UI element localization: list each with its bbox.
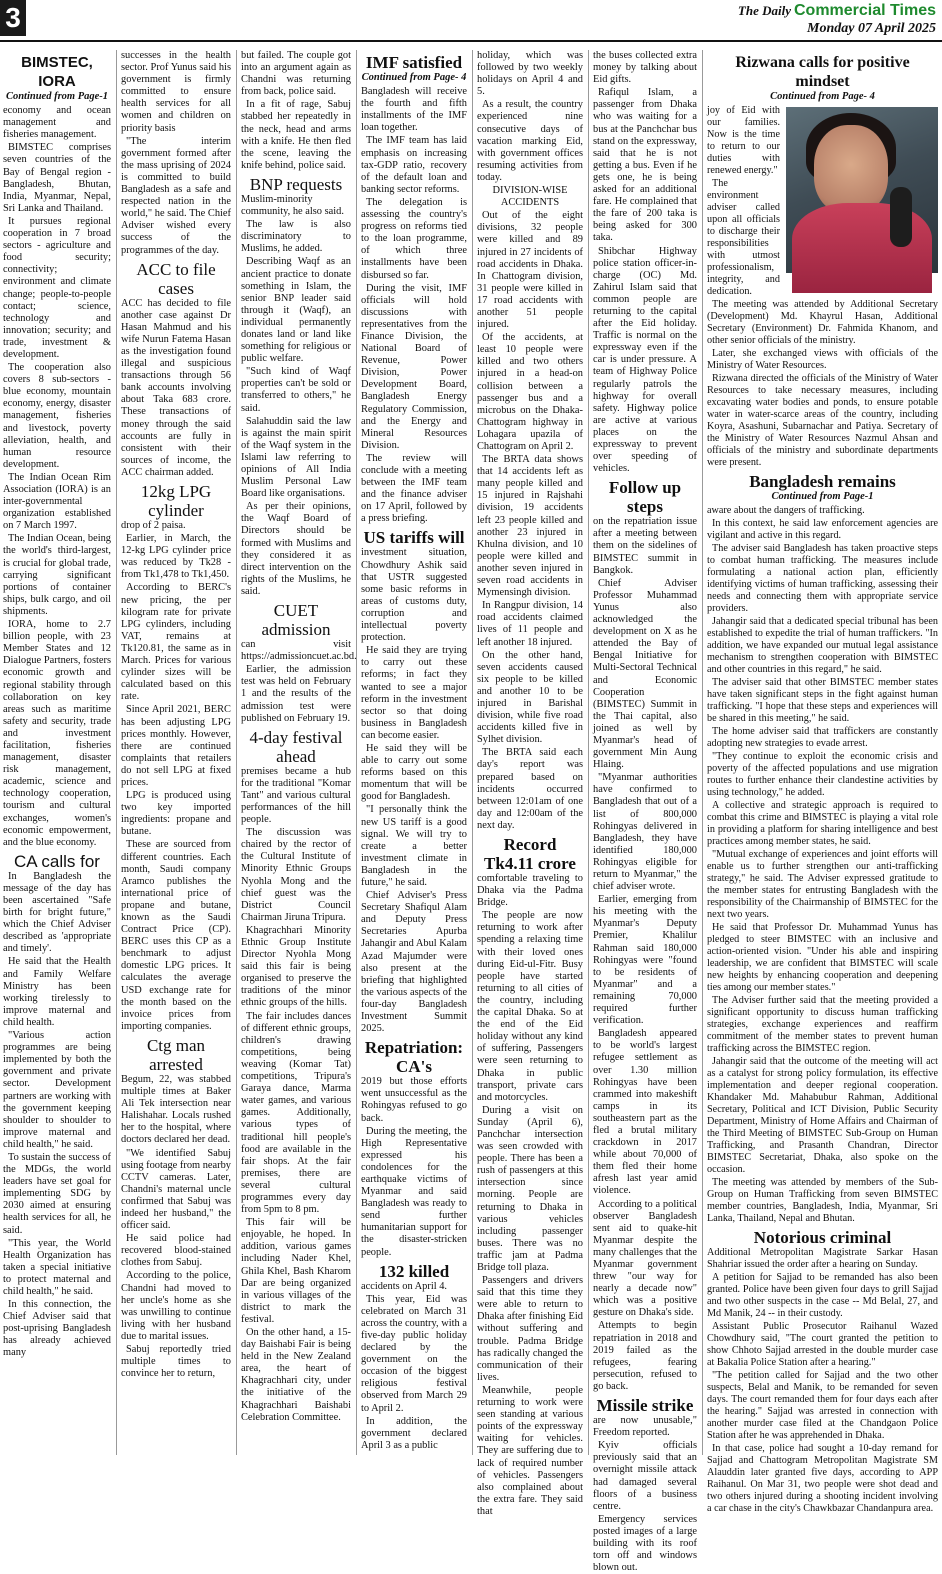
- paragraph: "Such kind of Waqf properties can't be sold or transferred to others," he said.: [241, 366, 351, 414]
- column-rule: [116, 50, 117, 1455]
- paragraph: aware about the dangers of trafficking.: [707, 505, 865, 516]
- paragraph: The discussion was chaired by the rector of the Cultural Institute of Minority Ethnic Groups Nyohla Mong and the chief guest was the District Council Chairman Jiruna Tripura.: [241, 827, 351, 923]
- paragraph: LPG is produced using two key imported ingredients: propane and butane.: [121, 790, 231, 838]
- continued-label: Continued from Page-1: [5, 91, 109, 102]
- paragraph: Passengers and drivers said that this time they were able to return to Dhaka after finishing Eid without suffering and trouble. Padma Bridge has radically changed the communication of their lives.: [477, 1275, 583, 1383]
- continued-label: Continued from Page- 4: [770, 91, 875, 102]
- paragraph: premises became a hub for the traditional "Komar Tant" and various cultural performances of the hill people.: [241, 765, 351, 826]
- paragraph: Of the accidents, at least 10 people were killed and two others injured in a head-on collision between a passenger bus and a microbus on the Dhaka-Chattogram highway in Lohagara upazila of Chattogram on April 2.: [477, 332, 583, 452]
- paragraph: Meanwhile, people returning to work were seen standing at various points of the expressway waiting for vehicles. They are suffering due to lack of required number of vehicles. Passengers also complained about the extra fare. They said that: [477, 1384, 583, 1517]
- paragraph: The Indian Ocean, being the world's third-largest, is crucial for global trade, carrying significant portions of container ships, bulk cargo, and oil shipments.: [3, 533, 111, 617]
- headline-4-day-festival: 4-day festival ahead: [249, 727, 343, 766]
- paragraph: On the other hand, a 15-day Baishabi Fair is being held in the New Zealand area, the heart of Khagrachhari city, under the initiative of the Khagrachhari Baishabi Celebration Committee.: [241, 1327, 351, 1423]
- paragraph: "The interim government formed after the mass uprising of 2024 is committed to build Bangladesh as a safe and respected nation in the world," he said. The Chief Adviser wished every success of the programmes of the day.: [121, 135, 231, 256]
- paragraph: Muslim-minority community, he also said.: [241, 193, 344, 218]
- paragraph: BIMSTEC comprises seven countries of the Bay of Bengal region - Bangladesh, Bhutan, India, Myanmar, Nepal, Sri Lanka and Thailand.: [3, 142, 111, 214]
- paragraph: Since April 2021, BERC has been adjusting LPG prices monthly. However, there are continued complaints that retailers do not sell LPG at fixed prices.: [121, 704, 231, 788]
- page-number: 3: [0, 0, 26, 36]
- paragraph: The delegation is assessing the country's progress on reforms tied to the loan programme, of which three installments have been disbursed so far.: [361, 196, 467, 281]
- paragraph: Later, she exchanged views with officials of the Ministry of Water Resources.: [707, 348, 938, 371]
- paragraph: A petition for Sajjad to be remanded has also been granted. Police have been given four days to grill Sajjad and two other suspects in the case -- Md Belal, 27, and Md Manik, 24 -- in their custody.: [707, 1272, 938, 1319]
- paragraph: ACC has decided to file another case against Dr Hasan Mahmud and his wife Nurun Fatema Hasan as the investigation found illegal and suspicious transactions through 56 bank accounts involving about Taka 683 crore. These transactions of money through the said accounts are fully in consistent with their sources of income, the ACC chairman added.: [121, 297, 231, 478]
- paragraph: Sabuj reportedly tried multiple times to convince her to return,: [121, 1344, 231, 1380]
- column-5: [477, 50, 583, 1517]
- paragraph: He said that the Health and Family Welfare Ministry has been working tirelessly to improve maternal and child health.: [3, 956, 111, 1028]
- paragraph: The home adviser said that traffickers are constantly adopting new strategies to evade arrest.: [707, 726, 938, 749]
- paragraph: Additional Metropolitan Magistrate Sarkar Hasan Shahriar issued the order after a hearing on Sunday.: [707, 1247, 938, 1270]
- paragraph: During the visit, IMF officials will hold discussions with representatives from the Finance Division, the National Board of Revenue, Power Division, Power Development Board, Bangladesh Energy Regulatory Commission, and the Energy and Mineral Resources Division.: [361, 282, 467, 451]
- paragraph: Attempts to begin repatriation in 2018 and 2019 failed as the refugees, fearing persecution, refused to go back.: [593, 1320, 697, 1392]
- paragraph: drop of 2 paisa.: [121, 520, 186, 531]
- paragraph: Jahangir said that a dedicated special tribunal has been established to expedite the trial of human traffickers. "In addition, we have expanded our mutual legal assistance mechanism to strengthen cooperation with BIMSTEC and other countries in this regard," he said.: [707, 616, 938, 675]
- headline-acc-to-file-cases: ACC to file cases: [136, 259, 216, 298]
- paragraph: The Adviser further said that the meeting provided a significant opportunity to discuss human trafficking strategies, exchange experiences and reaffirm commitment of the member states to prevent human trafficking across the BIMSTEC region.: [707, 995, 938, 1054]
- headline-bimstec-iora: BIMSTEC, IORA: [21, 54, 93, 90]
- paragraph: Bangladesh appeared to be world's largest refugee settlement as over 1.30 million Rohingyas have been crammed into makeshift camps in its southeastern part as the fled a brutal military crackdown in 2017 while about 70,000 of them fled their home afresh last year amid violence.: [593, 1028, 697, 1197]
- continued-label: Continued from Page- 4: [361, 72, 467, 83]
- column-rule: [356, 50, 357, 1455]
- headline-us-tariffs-will: US tariffs will: [363, 528, 465, 548]
- headline-rizwana-calls: Rizwana calls for positive mindset: [735, 54, 910, 90]
- paragraph: Chief Adviser Professor Muhammad Yunus also acknowledged the development on X as he attended the Bay of Bengal Initiative for Multi-Sectoral Technical and Economic Cooperation (BIMSTEC) Summit in the Thai capital, also joined as well by Myanmar's head of government Min Aung Hlaing.: [593, 577, 697, 771]
- paragraph: joy of Eid with our families. Now is the time to return to our duties with renewed energy.": [707, 105, 780, 176]
- paragraph: Earlier, emerging from his meeting with the Myanmar's Deputy Premier, Khalilur Rahman said 180,000 Rohingyas were "found to be residents of Myanmar" and a remaining 70,000 required further verification.: [593, 894, 697, 1027]
- paragraph: In addition, the government declared April 3 as a public: [361, 1415, 467, 1451]
- paragraph: "Myanmar authorities have confirmed to Bangladesh that out of a list of 800,000 Rohingyas delivered in Bangladesh, they have identified 180,000 Rohingyas eligible for return to Myanmar," the chief adviser wrote.: [593, 772, 697, 893]
- column-rule: [588, 50, 589, 1455]
- paragraph: The people are now returning to work after spending a relaxing time with their loved ones during Eid-ul-Fitr. Busy people have started returning to all cities of the country, including the capital Dhaka. So at the end of the Eid holiday without any kind of suffering, Passengers were seen returning to Dhaka in public transport, private cars and motorcycles.: [477, 910, 583, 1103]
- paragraph: comfortable traveling to Dhaka via the Padma Bridge.: [477, 873, 583, 909]
- paragraph: Chief Adviser's Press Secretary Shafiqul Alam and Deputy Press Secretaries Apurba Jahangir and Abul Kalam Azad Majumder were also present at the briefing that highlighted the various aspects of the four-day Bangladesh Investment Summit 2025.: [361, 890, 467, 1035]
- column-3: [241, 50, 357, 1455]
- paragraph: Khagrachhari Minority Ethnic Group Institute Director Nyohla Mong said this fair is being organised to preserve the traditions of the minor ethnic groups of the hills.: [241, 924, 351, 1009]
- paragraph: To sustain the success of the MDGs, the world leaders have set goal for implementing SDG by 2030 aimed at ensuring health services for all, he said.: [3, 1151, 111, 1236]
- paragraph: As a result, the country experienced nine consecutive days of vacation marking Eid, with government offices resuming activities from today.: [477, 99, 583, 183]
- paragraph: On the other hand, seven accidents caused six people to be killed and another 10 to be injured in Barishal division, while five road accidents killed five in Sylhet division.: [477, 649, 583, 746]
- subheading-division-wise: DIVISION-WISE ACCIDENTS: [492, 185, 568, 209]
- headline-lpg-cylinder: 12kg LPG cylinder: [140, 482, 212, 520]
- headline-follow-up-steps: Follow up steps: [608, 478, 682, 517]
- paragraph: According to the police, Chandni had moved to her uncle's home as she was unwilling to continue living with her husband due to marital issues.: [121, 1270, 231, 1342]
- paragraph: Describing Waqf as an ancient practice to donate something in Islam, the senior BNP leader said through it (Waqf), an individual permanently donates land or land like something for religious or public welfare.: [241, 256, 351, 365]
- column-2: [121, 50, 231, 1455]
- paragraph: Rafiqul Islam, a passenger from Dhaka who was waiting for a bus at the Panchchar bus stand on the expressway, said that he is not getting a bus. Even if he gets one, he is being asked for an additional fare. He complained that the fare of 200 taka is being asked for 300 taka.: [593, 87, 697, 244]
- paragraph: Earlier, in March, the 12-kg LPG cylinder price was reduced by Tk28 - from Tk1,478 to Tk1,450.: [121, 533, 231, 581]
- paragraph: According to BERC's new pricing, the per kilogram rate for private LPG cylinders, including VAT, remains at Tk120.81, the same as in March. Prices for various cylinder sizes will be calculated based on this rate.: [121, 582, 231, 703]
- paragraph: "Mutual exchange of experiences and joint efforts will enable us to further strengthen our anti-trafficking strategy," he said. The Adviser expressed gratitude to the member states for entrusting Bangladesh with the responsibility of the Chairmanship of BIMSTEC for the next two years.: [707, 849, 938, 920]
- paragraph: Jahangir said that the outcome of the meeting will act as a catalyst for strong policy formulation, its effective implementation and deeper regional cooperation. Khandaker Md. Mahabubur Rahman, Additional Secretary, Political and ICT Division, Public Security Department, Ministry of Home Affairs and Chairman of the Third Meeting of BIMSTEC Sub-Group on Human Trafficking, and Prasanth Chandran, Director BIMSTEC Secretariat, Dhaka, also spoke on the occasion.: [707, 1056, 938, 1175]
- paragraph: can visit https://admissioncuet.ac.bd.: [241, 639, 357, 663]
- headline-record-tk411-crore: Record Tk4.11 crore: [484, 835, 576, 873]
- issue-date: Monday 07 April 2025: [807, 21, 936, 36]
- paragraph: "This year, the World Health Organization has taken a special initiative to protect maternal and child health," he said.: [3, 1237, 111, 1297]
- paragraph: Emergency services posted images of a large building with its roof torn off and windows blown out.: [593, 1513, 697, 1574]
- rizwana-photo: [786, 107, 938, 273]
- paragraph: In a fit of rage, Sabuj stabbed her repeatedly in the neck, head and arms with a knife. He then fled the scene, leaving the knife behind, police said.: [241, 99, 351, 171]
- column-1: [3, 50, 111, 1455]
- paragraph: The adviser said that other BIMSTEC member states have taken significant steps in the fight against human trafficking. "I hope that these steps and experiences will be shared in this meeting," he said.: [707, 677, 938, 724]
- paragraph: The review will conclude with a meeting between the IMF team and the finance adviser on 17 April, followed by a press briefing.: [361, 452, 467, 525]
- paragraph: During a visit on Sunday (April 6), Panchchar intersection was seen crowded with people. There has been a rush of passengers at this intersection since morning. People are returning to Dhaka in various vehicles including passenger buses. There was no traffic jam at Padma Bridge toll plaza.: [477, 1104, 583, 1273]
- paragraph: The BRTA data shows that 14 accidents left as many people killed and 15 injured in Rajshahi division, 19 accidents left 23 people killed and another 23 injured in Khulna division, and 10 people were killed and another seven injured in seven road accidents in Mymensingh division.: [477, 454, 583, 599]
- paragraph: These are sourced from different countries. Each month, Saudi company Aramco publishes the international price of propane and butane, known as the Saudi Contract Price (CP). BERC uses this CP as a benchmark to adjust domestic LPG prices. It calculates the average USD exchange rate for the month based on the invoice prices from importing companies.: [121, 839, 231, 1032]
- paragraph: on the repatriation issue after a meeting between them on the sidelines of BIMSTEC summit in Bangkok.: [593, 516, 697, 576]
- column-rule: [472, 50, 473, 1455]
- headline-repatriation-cas: Repatriation: CA's: [364, 1038, 464, 1077]
- column-4: [361, 50, 467, 1455]
- paragraph: Rizwana directed the officials of the Ministry of Water Resources to take necessary measures, including excavating water bodies and ponds, to ensure potable water in water-scarce areas of the country, including Koyra, Asashuni, Subarnachar and Patiya. Secretary of the Ministry of Water Resources Nazmul Ahsan and officials of the ministry and subordinate departments were present.: [707, 373, 938, 468]
- paragraph: He said they are trying to carry out these reforms; in fact they wanted to see a major reform in the investment sector so that doing business in Bangladesh can become easier.: [361, 645, 467, 741]
- headline-ca-calls-for: CA calls for: [14, 851, 100, 871]
- paragraph: holiday, which was followed by two weekly holidays on April 4 and 5.: [477, 50, 583, 98]
- paragraph: As per their opinions, the Waqf Board of Directors should be formed with Muslims and they considered it as direct intervention on the rights of the Muslims, he said.: [241, 501, 351, 597]
- paragraph: 2019 but those efforts went unsuccessful as the Rohingyas refused to go back.: [361, 1076, 467, 1124]
- paragraph: He said that Professor Dr. Muhammad Yunus has pledged to steer BIMSTEC with an inclusive and action-oriented vision. "Under his able and inspiring leadership, we are confident that BIMSTEC will scale new heights by enhancing cooperation and deepening ties among our member states.": [707, 922, 938, 993]
- paragraph: Shibchar Highway police station officer-in-charge (OC) Md. Zahirul Islam said that common people are returning to the capital after the Eid holiday. Traffic is normal on the expressway even if the car is under pressure. A team of Highway Police regularly patrols the highway for overall safety. Highway police are active at various places on the expressway to prevent over speeding of vehicles.: [593, 245, 697, 475]
- masthead: [738, 2, 936, 37]
- paragraph: Salahuddin said the law is against the main spirit of the Waqf system in the Islami law referring to opinions of All India Muslim Personal Law Board like organisations.: [241, 415, 351, 500]
- paragraph: The environment adviser called upon all officials to discharge their responsibilities with utmost professionalism, integrity, and dedication.: [707, 178, 780, 297]
- paragraph: accidents on April 4.: [361, 1280, 447, 1292]
- paragraph: The adviser said Bangladesh has taken proactive steps to combat human trafficking. The measures include formulating a national action plan, efficiently identifying victims of human trafficking, assessing their needs and connecting them with appropriate service providers.: [707, 543, 938, 614]
- paragraph: Begum, 22, was stabbed multiple times at Baker Ali Tek intersection near Halishahar. Locals rushed her to the hospital, where doctors declared her dead.: [121, 1073, 231, 1146]
- headline-cuet-admission: CUET admission: [261, 601, 331, 640]
- newspaper-name: [738, 2, 936, 20]
- paragraph: The fair includes dances of different ethnic groups, children's drawing competitions, being weaving (Komar Tat) competitions, Tripura's Garaya dance, Marma water games, and various games. Additionally, various types of traditional hill people's food are available in the fair shops. At the fair premises, there are several cultural programmes every day from 5pm to 8 pm.: [241, 1010, 351, 1216]
- paragraph: He said they will be able to carry out some reforms based on this momentum that will be good for Bangladesh.: [361, 742, 467, 803]
- paragraph: The IMF team has laid emphasis on increasing tax-GDP ratio, recovery of the default loan and banking sector reforms.: [361, 135, 467, 195]
- column-rule: [236, 50, 237, 1455]
- headline-notorious-criminal: Notorious criminal: [753, 1228, 892, 1247]
- headline-bnp-requests: BNP requests: [249, 174, 343, 194]
- newspaper-brand: Commercial Times: [794, 2, 936, 19]
- paragraph: "Various action programmes are being implemented by both the government and private sector. Development partners are working with the government keeping shoulder to shoulder to improve maternal and child health," he said.: [3, 1030, 111, 1150]
- paragraph: Out of the eight divisions, 32 people were killed and 89 injured in 27 incidents of road accidents in Dhaka. In Chattogram division, 31 people were killed in 17 road accidents with another 51 people injured.: [477, 210, 583, 331]
- paragraph: In this connection, the Chief Adviser said that post-uprising Bangladesh has already achieved many: [3, 1299, 111, 1359]
- paragraph: but failed. The couple got into an argument again as Chandni was returning from back, police said.: [241, 50, 351, 98]
- paragraph: Kyiv officials previously said that an overnight missile attack had damaged several floors of a business centre.: [593, 1440, 697, 1512]
- paragraph: "The petition called for Sajjad and the two other suspects, Belal and Manik, to be remanded for seven days. The court remanded them for four days each after the hearing." Sajjad was arrested in connection with another murder case filed at the Chandgaon Police Station after he was apprehended in Dhaka.: [707, 1370, 938, 1441]
- continued-label: Continued from Page-1: [771, 491, 874, 502]
- paragraph: It pursues regional cooperation in 7 broad sectors - agriculture and food security; connectivity; environment and climate change; people-to-people contact; science, technology and innovation; security; and trade, investment & development.: [3, 215, 111, 360]
- paragraph: In Bangladesh the message of the day has been ascertained "Safe birth for bright future," which the Chief Adviser described as 'appropriate and timely'.: [3, 870, 111, 955]
- column-rule: [702, 50, 703, 1455]
- column-6: [593, 50, 697, 1574]
- paragraph: In that case, police had sought a 10-day remand for Sajjad and Chattogram Metropolitan Magistrate SM Alauddin later granted five days, according to APP Raihanul. On Mar 31, two people were shot dead and two others injured during a shooting incident involving a car chase in the city's Chawkbazar Chandanpura area.: [707, 1443, 938, 1514]
- paragraph: the buses collected extra money by talking about Eid gifts.: [593, 50, 697, 86]
- paragraph: The meeting was attended by Additional Secretary (Development) Md. Khayrul Hasan, Additional Secretary (Environment) Dr. Fahmida Khanom, and other senior officials of the ministry.: [707, 299, 938, 346]
- microphone-icon: [890, 187, 912, 247]
- header-rule: [0, 40, 942, 42]
- paragraph: In this context, he said law enforcement agencies are vigilant and active in this regard.: [707, 518, 938, 541]
- paragraph: "They continue to exploit the economic crisis and poverty of the affected populations and use migration routes to further enhance their clandestine activities by using technology," he added.: [707, 751, 938, 798]
- paragraph: The Indian Ocean Rim Association (IORA) is an inter-governmental organization established on 7 March 1997.: [3, 471, 111, 532]
- paragraph: Bangladesh will receive the fourth and fifth installments of the IMF loan together.: [361, 86, 467, 134]
- paragraph: This year, Eid was celebrated on March 31 across the country, with a five-day public holiday declared by the government on the occasion of the biggest religious festival observed from March 29 to April 2.: [361, 1293, 467, 1414]
- paragraph: He said police had recovered blood-stained clothes from Sabuj.: [121, 1233, 231, 1269]
- paragraph: In Rangpur division, 14 road accidents claimed lives of 11 people and left another 18 injured.: [477, 600, 583, 648]
- paragraph: "We identified Sabuj using footage from nearby CCTV cameras. Later, Chandni's maternal uncle confirmed that Sabuj was indeed her husband," the officer said.: [121, 1147, 231, 1232]
- paragraph: "I personally think the new US tariff is a good signal. We will try to create a better investment climate in Bangladesh in the future," he said.: [361, 804, 467, 888]
- paragraph: investment situation, Chowdhury Ashik said that USTR suggested some basic reforms in areas of customs duty, corruption and intellectual poverty protection.: [361, 547, 467, 644]
- photo-face: [814, 125, 888, 213]
- paragraph: A collective and strategic approach is required to combat this crime and BIMSTEC is playing a vital role in providing a platform for sharing intelligence and best practices among member states, he said.: [707, 800, 938, 847]
- column-7: [707, 50, 938, 1514]
- headline-ctg-man-arrested: Ctg man arrested: [146, 1035, 206, 1074]
- paragraph: economy and ocean management and fisheries management.: [3, 105, 111, 141]
- paragraph: Assistant Public Prosecutor Raihanul Wazed Chowdhury said, "The court granted the petition to show Chhoto Sajjad arrested in the double murder case at Bakalia Police Station after a hearing.": [707, 1321, 938, 1368]
- paragraph: successes in the health sector. Prof Yunus said his government is firmly committed to ensure health services for all women and children on priority basis: [121, 50, 231, 134]
- headline-missile-strike: Missile strike: [596, 1396, 694, 1416]
- paragraph: The meeting was attended by members of the Sub-Group on Human Trafficking from seven BIMSTEC member countries, Bangladesh, India, Myanmar, Sri Lanka, Thailand, Nepal and Bhutan.: [707, 1177, 938, 1224]
- headline-bangladesh-remains: Bangladesh remains: [749, 472, 896, 491]
- headline-imf-satisfied: IMF satisfied: [365, 53, 463, 72]
- paragraph: are now unusable," Freedom reported.: [593, 1415, 697, 1439]
- headline-132-killed: 132 killed: [378, 1261, 450, 1281]
- paragraph: Earlier, the admission test was held on February 1 and the results of the admission test were published on February 19.: [241, 664, 351, 724]
- newspaper-the-daily: The Daily: [737, 3, 791, 18]
- paragraph: IORA, home to 2.7 billion people, with 23 Member States and 12 Dialogue Partners, fosters economic growth and regional stability through collaboration on key areas such as maritime safety and security, trade and investment facilitation, fisheries management, disaster risk management, academic, science and technology cooperation, tourism and cultural exchanges, women's economic empowerment, and the blue economy.: [3, 619, 111, 848]
- paragraph: The law is also discriminatory to Muslims, he added.: [241, 219, 351, 255]
- paragraph: During the meeting, the High Representative expressed his condolences for the earthquake victims of Myanmar and said Bangladesh was ready to send further humanitarian support for the disaster-stricken people.: [361, 1125, 467, 1258]
- paragraph: The BRTA said each day's report was prepared based on incidents occurred between 12:01am of one day and 12:00am of the next day.: [477, 747, 583, 831]
- paragraph: The cooperation also covers 8 sub-sectors - blue economy, mountain economy, energy, disaster management, fisheries and livestock, poverty alleviation, health, and human resource development.: [3, 362, 111, 470]
- paragraph: According to a political observer Bangladesh sent aid to quake-hit Myanmar despite the many challenges that the Myanmar government threw "our way for nearly a decade now" which was a positive gesture on Dhaka's side.: [593, 1198, 697, 1319]
- page-header: [0, 0, 942, 44]
- paragraph: This fair will be enjoyable, he hoped. In addition, various games including Nader Khel, Ghila Khel, Bash Kharom Dar are being organized in various villages of the district to mark the festival.: [241, 1217, 351, 1325]
